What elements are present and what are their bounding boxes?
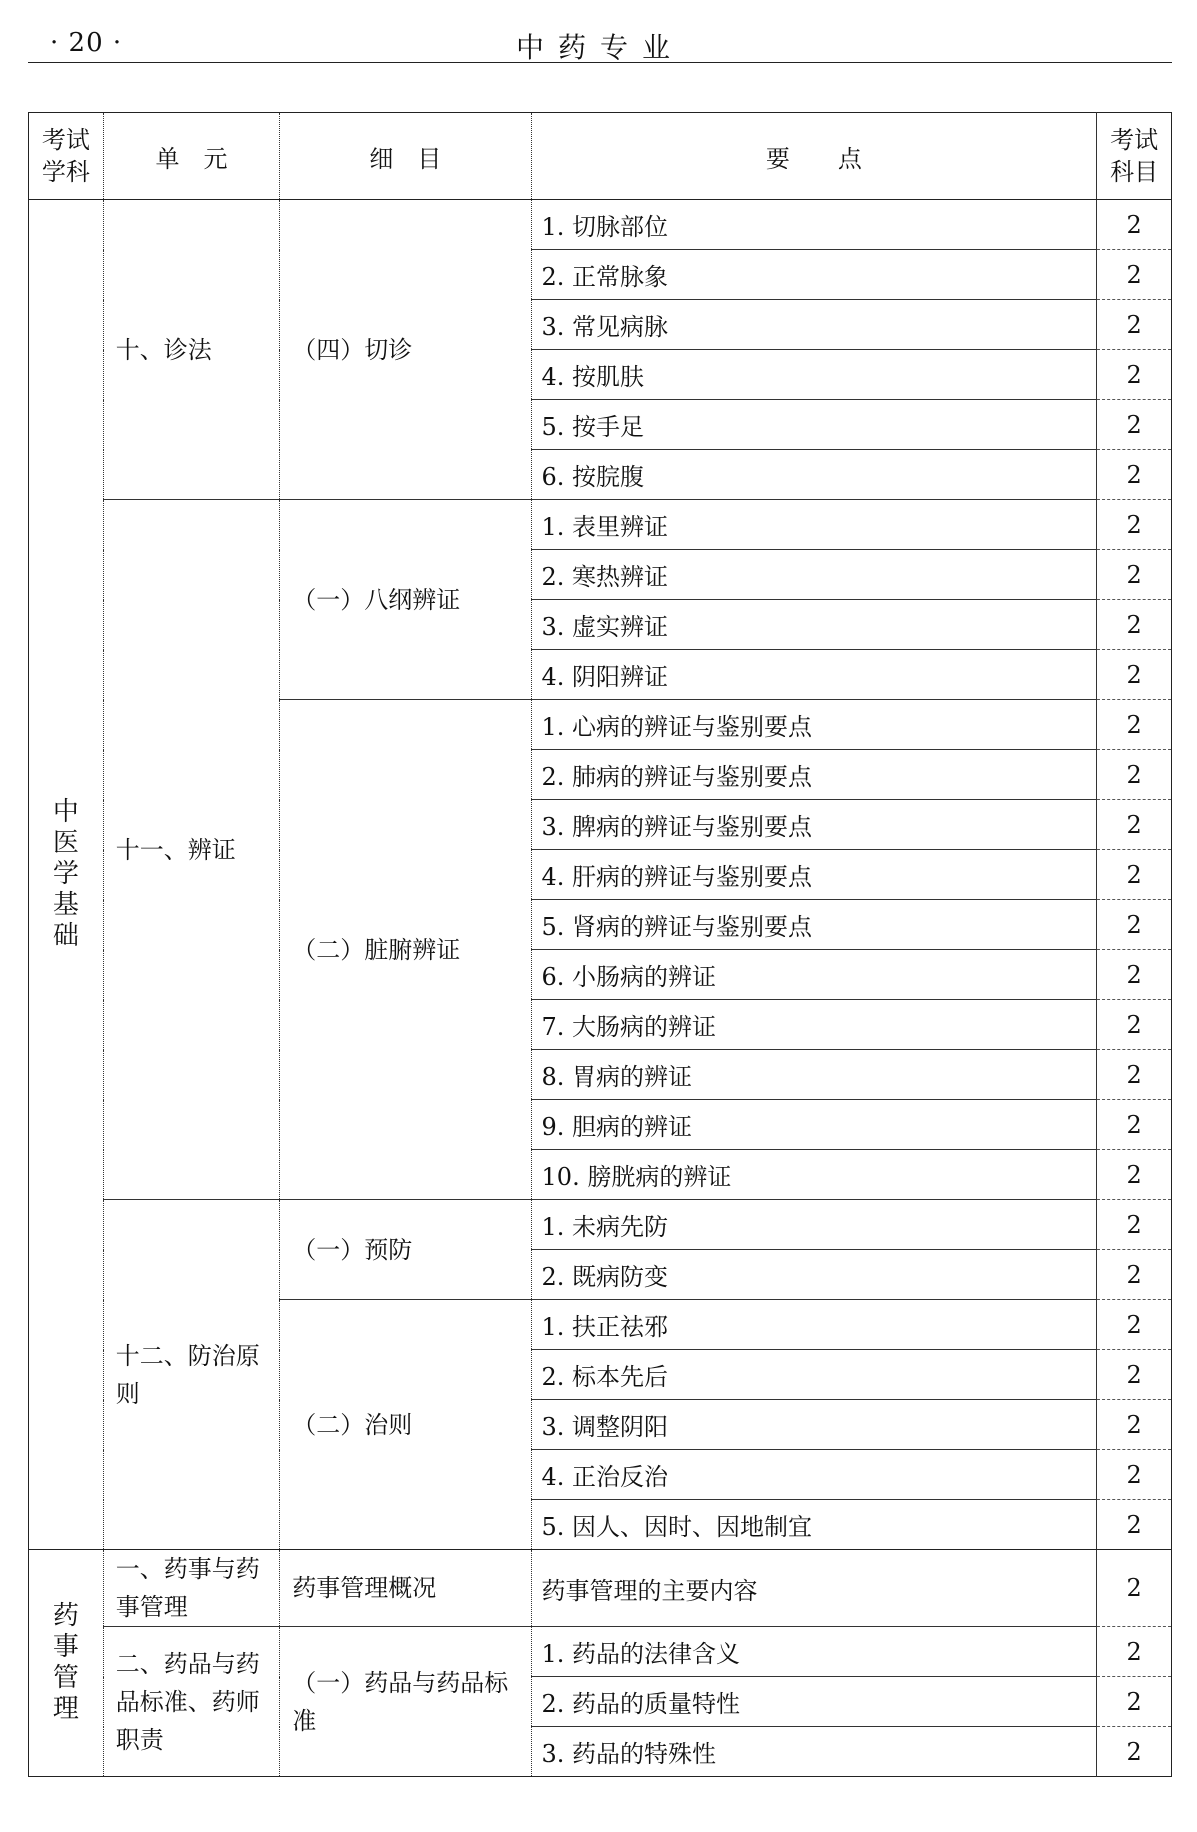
exam-code-cell: 2	[1097, 1000, 1172, 1050]
exam-code-cell: 2	[1097, 900, 1172, 950]
exam-code-cell: 2	[1097, 400, 1172, 450]
exam-code-cell: 2	[1097, 300, 1172, 350]
exam-code-cell: 2	[1097, 800, 1172, 850]
page-number: · 20 ·	[50, 28, 123, 58]
point-cell: 4. 阴阳辨证	[531, 650, 1097, 700]
point-cell: 9. 胆病的辨证	[531, 1100, 1097, 1150]
exam-code-cell: 2	[1097, 1400, 1172, 1450]
exam-code-cell: 2	[1097, 450, 1172, 500]
table-row	[29, 1627, 1172, 1677]
exam-code-cell: 2	[1097, 1500, 1172, 1550]
exam-code-cell: 2	[1097, 850, 1172, 900]
exam-code-cell: 2	[1097, 1250, 1172, 1300]
exam-code-cell: 2	[1097, 1350, 1172, 1400]
detail-cell: 药事管理概况	[280, 1550, 531, 1627]
point-cell: 4. 肝病的辨证与鉴别要点	[531, 850, 1097, 900]
exam-code-cell: 2	[1097, 750, 1172, 800]
detail-cell: （四）切诊	[280, 200, 531, 500]
header-unit: 单 元	[103, 113, 279, 200]
unit-cell: 二、药品与药品标准、药师职责	[103, 1627, 279, 1777]
subject-name: 中医学基础	[52, 797, 79, 951]
exam-code-cell: 2	[1097, 650, 1172, 700]
point-cell: 2. 既病防变	[531, 1250, 1097, 1300]
exam-code-cell: 2	[1097, 1300, 1172, 1350]
detail-cell: （一）预防	[280, 1200, 531, 1300]
header-exam: 考试 科目	[1097, 113, 1172, 200]
point-cell: 5. 按手足	[531, 400, 1097, 450]
detail-cell: （一）八纲辨证	[280, 500, 531, 700]
point-cell: 2. 正常脉象	[531, 250, 1097, 300]
point-cell: 7. 大肠病的辨证	[531, 1000, 1097, 1050]
exam-code-cell: 2	[1097, 550, 1172, 600]
unit-cell: 十、诊法	[103, 200, 279, 500]
point-cell: 药事管理的主要内容	[531, 1550, 1097, 1627]
exam-code-cell: 2	[1097, 500, 1172, 550]
point-cell: 1. 未病先防	[531, 1200, 1097, 1250]
exam-code-cell: 2	[1097, 1100, 1172, 1150]
point-cell: 4. 按肌肤	[531, 350, 1097, 400]
exam-code-cell: 2	[1097, 200, 1172, 250]
subject-cell	[29, 1550, 104, 1777]
exam-code-cell: 2	[1097, 950, 1172, 1000]
subject-name: 药事管理	[52, 1601, 79, 1724]
unit-cell: 十二、防治原则	[103, 1200, 279, 1550]
exam-code-cell: 2	[1097, 1677, 1172, 1727]
table-row	[29, 200, 1172, 250]
point-cell: 6. 小肠病的辨证	[531, 950, 1097, 1000]
point-cell: 2. 肺病的辨证与鉴别要点	[531, 750, 1097, 800]
header-subject: 考试 学科	[29, 113, 104, 200]
exam-code-cell: 2	[1097, 1200, 1172, 1250]
exam-outline-table	[28, 112, 1172, 1777]
exam-code-cell: 2	[1097, 250, 1172, 300]
point-cell: 5. 因人、因时、因地制宜	[531, 1500, 1097, 1550]
exam-code-cell: 2	[1126, 1737, 1142, 1766]
point-cell: 5. 肾病的辨证与鉴别要点	[531, 900, 1097, 950]
point-cell: 3. 药品的特殊性	[531, 1727, 1097, 1777]
exam-code-cell: 2	[1097, 600, 1172, 650]
detail-cell: （一）药品与药品标准	[280, 1627, 531, 1777]
point-cell: 1. 心病的辨证与鉴别要点	[531, 700, 1097, 750]
point-cell: 1. 表里辨证	[531, 500, 1097, 550]
exam-code-cell: 2	[1097, 1450, 1172, 1500]
header-detail: 细 目	[280, 113, 531, 200]
exam-code-cell: 2	[1097, 700, 1172, 750]
exam-code-cell: 2	[1097, 1050, 1172, 1100]
table-row	[29, 1200, 1172, 1250]
table-row	[29, 500, 1172, 550]
point-cell: 3. 脾病的辨证与鉴别要点	[531, 800, 1097, 850]
point-cell: 2. 寒热辨证	[531, 550, 1097, 600]
exam-code-cell: 2	[1097, 350, 1172, 400]
exam-code-cell: 2	[1097, 1550, 1172, 1627]
exam-code-cell: 2	[1097, 1150, 1172, 1200]
page-title: 中药专业	[515, 31, 684, 64]
table-row	[29, 1550, 1172, 1627]
point-cell: 2. 标本先后	[531, 1350, 1097, 1400]
unit-cell: 十一、辨证	[103, 500, 279, 1200]
point-cell: 6. 按脘腹	[531, 450, 1097, 500]
point-cell: 1. 药品的法律含义	[531, 1627, 1097, 1677]
point-cell: 3. 虚实辨证	[531, 600, 1097, 650]
subject-cell	[29, 200, 104, 1550]
point-cell: 8. 胃病的辨证	[531, 1050, 1097, 1100]
point-cell: 1. 扶正祛邪	[531, 1300, 1097, 1350]
header-points: 要 点	[531, 113, 1097, 200]
unit-cell: 一、药事与药事管理	[103, 1550, 279, 1627]
table-header-row	[29, 113, 1172, 200]
point-cell: 3. 调整阴阳	[531, 1400, 1097, 1450]
point-cell: 1. 切脉部位	[531, 200, 1097, 250]
point-cell: 2. 药品的质量特性	[531, 1677, 1097, 1727]
point-cell: 4. 正治反治	[531, 1450, 1097, 1500]
detail-cell: （二）脏腑辨证	[280, 700, 531, 1200]
point-cell: 10. 膀胱病的辨证	[531, 1150, 1097, 1200]
exam-code-cell: 2	[1097, 1627, 1172, 1677]
detail-cell: （二）治则	[280, 1300, 531, 1550]
point-cell: 3. 常见病脉	[531, 300, 1097, 350]
page-header	[28, 22, 1172, 63]
